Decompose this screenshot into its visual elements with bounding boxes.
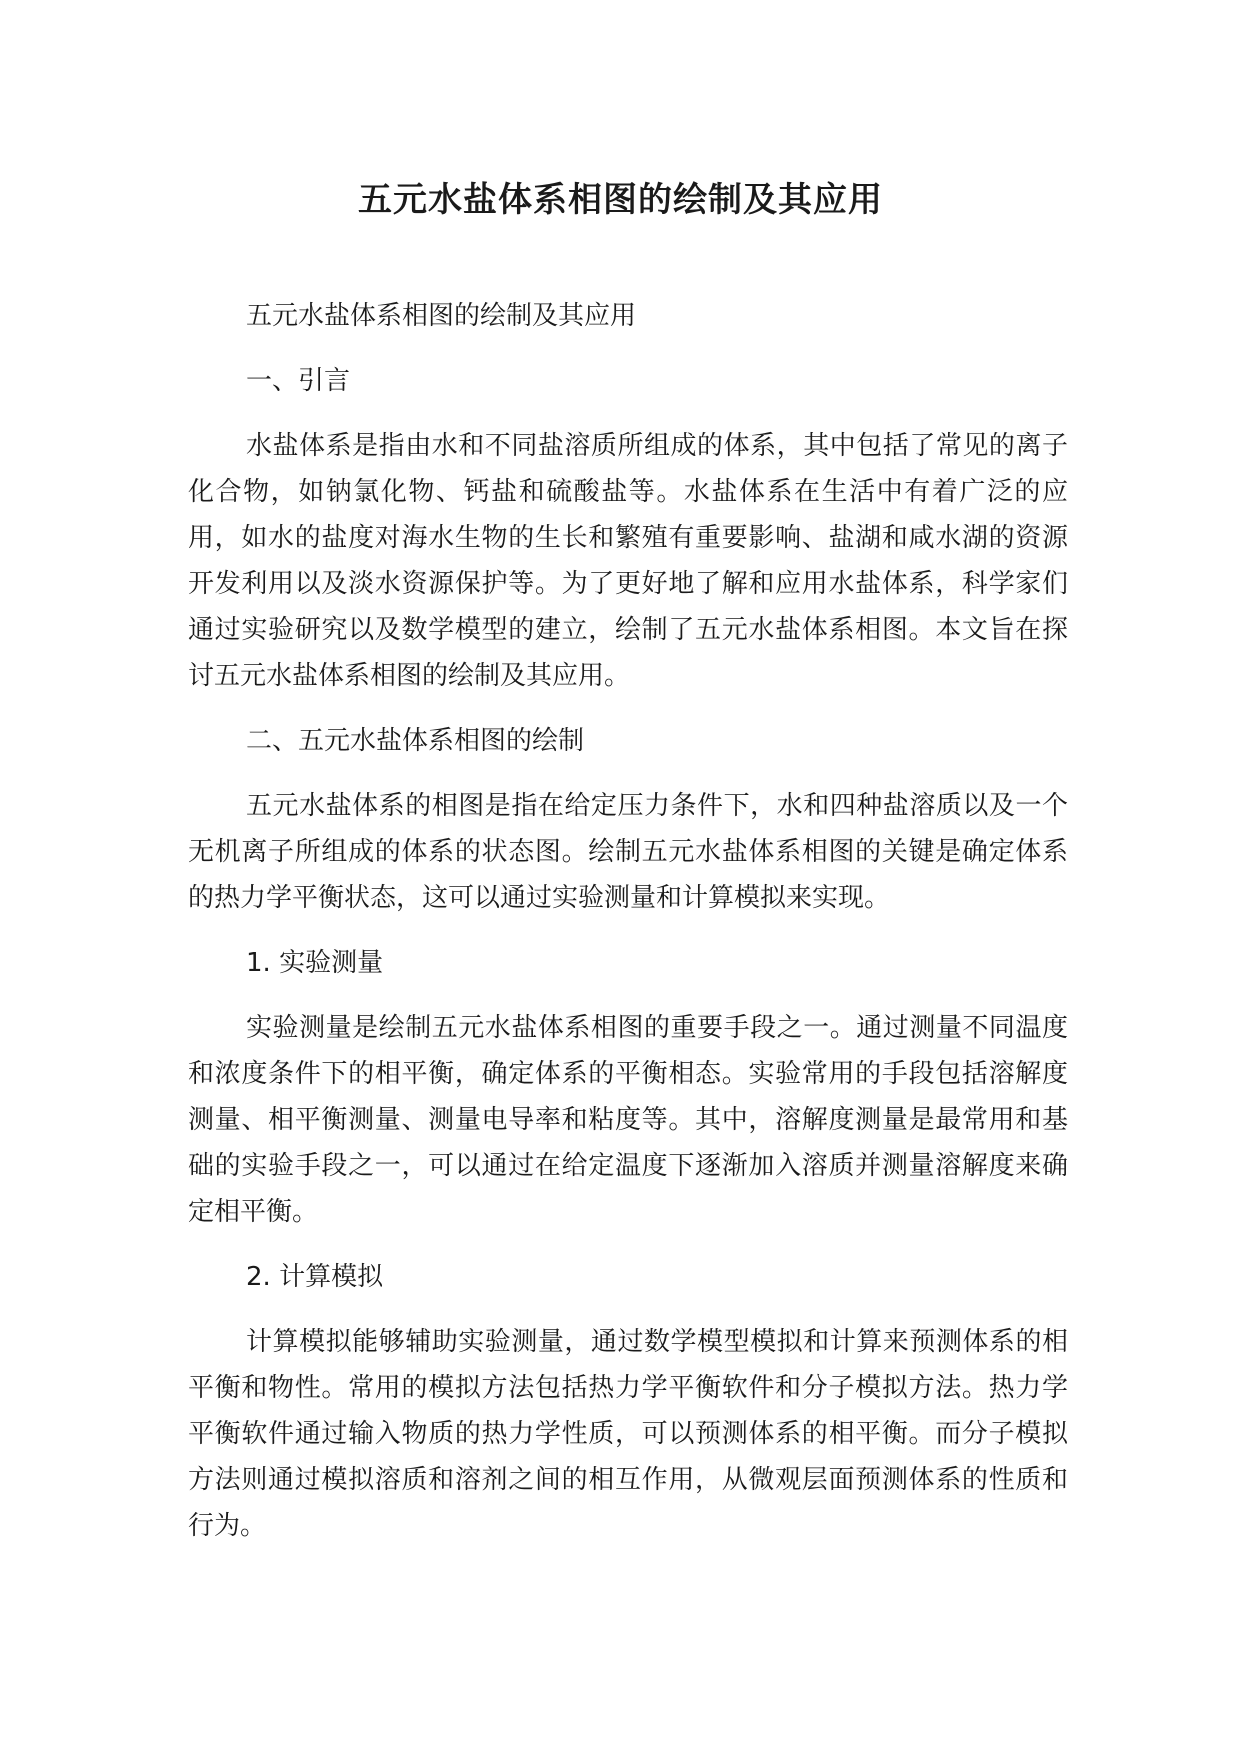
paragraph-introduction: 水盐体系是指由水和不同盐溶质所组成的体系，其中包括了常见的离子化合物，如钠氯化物、钙盐和硫酸盐等。水盐体系在生活中有着广泛的应用，如水的盐度对海水生物的生长和繁殖有重要影响、盐湖和咸水湖的资源开发利用以及淡水资源保护等。为了更好地了解和应用水盐体系，科学家们通过实验研究以及数学模型的建立，绘制了五元水盐体系相图。本文旨在探讨五元水盐体系相图的绘制及其应用。 [188, 431, 1068, 691]
document-body [188, 293, 1068, 1568]
paragraph-simulation: 计算模拟能够辅助实验测量，通过数学模型模拟和计算来预测体系的相平衡和物性。常用的模拟方法包括热力学平衡软件和分子模拟方法。热力学平衡软件通过输入物质的热力学性质，可以预测体系的相平衡。而分子模拟方法则通过模拟溶质和溶剂之间的相互作用，从微观层面预测体系的性质和行为。 [188, 1327, 1068, 1541]
section-heading-simulation: 2. 计算模拟 [246, 1262, 384, 1292]
document-title: 五元水盐体系相图的绘制及其应用 [358, 180, 883, 220]
paragraph-experiment: 实验测量是绘制五元水盐体系相图的重要手段之一。通过测量不同温度和浓度条件下的相平衡，确定体系的平衡相态。实验常用的手段包括溶解度测量、相平衡测量、测量电导率和粘度等。其中，溶解度测量是最常用和基础的实验手段之一，可以通过在给定温度下逐渐加入溶质并测量溶解度来确定相平衡。 [188, 1013, 1068, 1227]
section-heading-introduction: 一、引言 [246, 366, 351, 396]
paragraph-drawing: 五元水盐体系的相图是指在给定压力条件下，水和四种盐溶质以及一个无机离子所组成的体系的状态图。绘制五元水盐体系相图的关键是确定体系的热力学平衡状态，这可以通过实验测量和计算模拟来实现。 [188, 791, 1068, 913]
section-heading-drawing: 二、五元水盐体系相图的绘制 [246, 726, 585, 756]
section-heading-experiment: 1. 实验测量 [246, 948, 384, 978]
document-subtitle: 五元水盐体系相图的绘制及其应用 [246, 301, 637, 331]
